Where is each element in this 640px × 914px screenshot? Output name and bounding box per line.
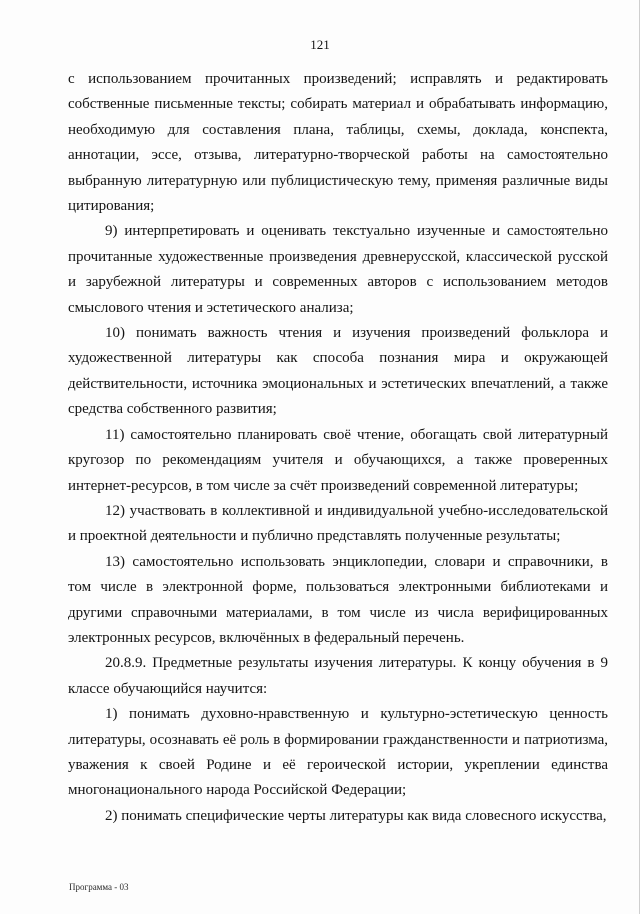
page-number: 121 xyxy=(310,37,330,52)
list-item-12: 12) участвовать в коллективной и индивидуальной учебно-исследовательской и проектной деятельности и публично представлять полученные результаты; xyxy=(68,502,608,545)
page-footer: Программа - 03 xyxy=(69,882,129,892)
list-item-11: 11) самостоятельно планировать своё чтение, обогащать свой литературный кругозор по рекомендациям учителя и обучающихся, а также проверенных интернет-ресурсов, в том числе за счёт произведений современной литературы; xyxy=(68,426,608,494)
list-item-1: 1) понимать духовно-нравственную и культурно-эстетическую ценность литературы, осознавать её роль в формировании гражданственности и патриотизма, уважения к своей Родине и её героической истории, укреплении единства многонационального народа Российской Федерации; xyxy=(68,706,608,799)
list-item-13: 13) самостоятельно использовать энциклопедии, словари и справочники, в том числе в электронной форме, пользоваться электронными библиотеками и другими справочными материалами, в том числе из числа верифицированных электронных ресурсов, включённых в федеральный перечень. xyxy=(68,553,608,646)
document-body xyxy=(68,67,608,829)
section-heading-paragraph: 20.8.9. Предметные результаты изучения литературы. К концу обучения в 9 классе обучающийся научится: xyxy=(68,655,608,697)
list-item-9: 9) интерпретировать и оценивать текстуально изученные и самостоятельно прочитанные художественные произведения древнерусской, классической русской и зарубежной литературы и современных авторов с использованием методов смыслового чтения и эстетического анализа; xyxy=(68,223,608,316)
list-item-2: 2) понимать специфические черты литературы как вида словесного искусства, xyxy=(105,807,607,824)
list-item-10: 10) понимать важность чтения и изучения произведений фольклора и художественной литературы как способа познания мира и окружающей действительности, источника эмоциональных и эстетических впечатлений, а также средства собственного развития; xyxy=(68,325,608,418)
paragraph-continuation: с использованием прочитанных произведений; исправлять и редактировать собственные письменные тексты; собирать материал и обрабатывать информацию, необходимую для составления плана, таблицы, схемы, доклада, конспекта, аннотации, эссе, отзыва, литературно-творческой работы на самостоятельно выбранную литературную или публицистическую тему, применяя различные виды цитирования; xyxy=(68,71,608,215)
